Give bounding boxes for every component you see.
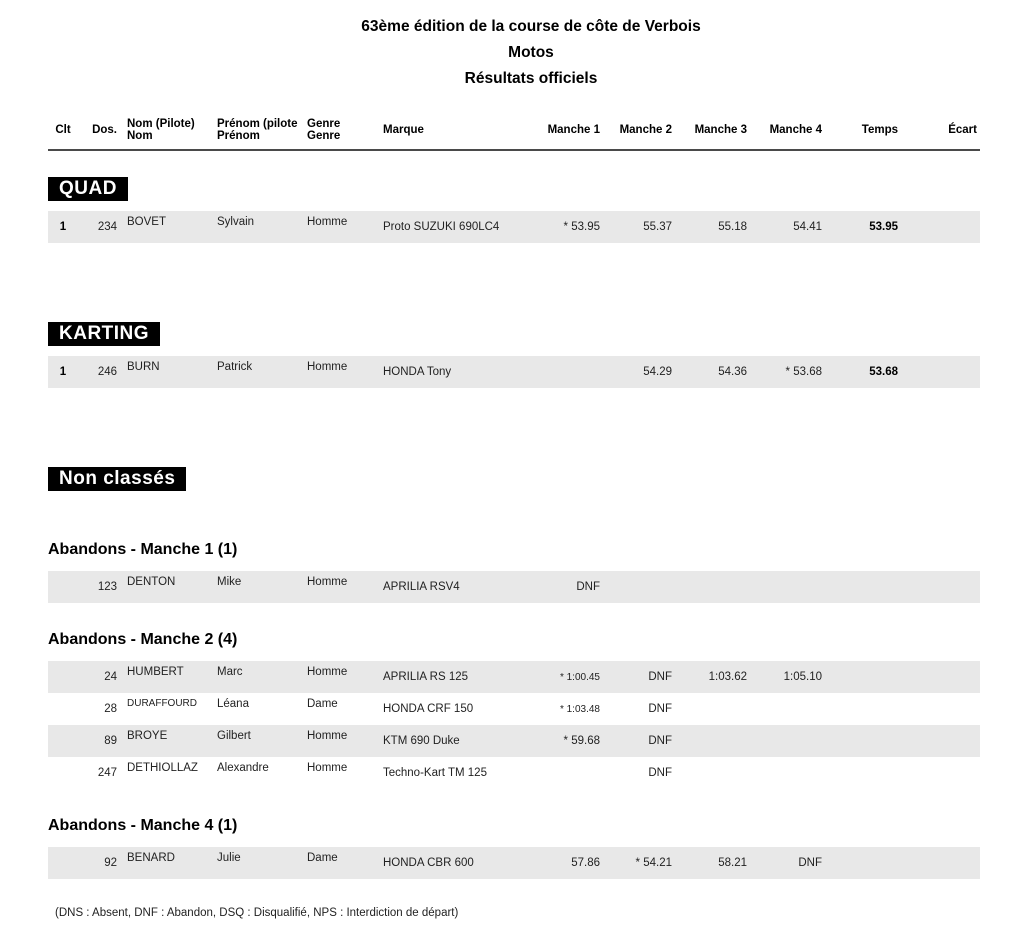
doc-title: 63ème édition de la course de côte de Verbois: [361, 18, 701, 35]
cell-nom: BURN: [127, 361, 160, 373]
table-row: [48, 847, 980, 879]
cell-prenom: Gilbert: [217, 730, 251, 742]
cell-m4: [747, 693, 822, 725]
section-heading: Abandons - Manche 1 (1): [48, 541, 238, 558]
cell-nom: HUMBERT: [127, 666, 184, 678]
document-header: [48, 14, 1014, 92]
header-dos: Dos.: [92, 124, 117, 136]
cell-genre: Dame: [307, 698, 338, 710]
cell-m3: 54.36: [718, 366, 747, 378]
cell-dos: 92: [104, 857, 117, 869]
cell-m4: [747, 571, 822, 603]
cell-m4: [747, 757, 822, 789]
cell-ecart: [898, 571, 977, 603]
cell-genre: Homme: [307, 666, 348, 678]
header-nom-line1: Nom (Pilote): [127, 118, 195, 130]
cell-marque: HONDA CBR 600: [383, 857, 474, 869]
cell-ecart: [898, 356, 977, 388]
category-section: [48, 467, 980, 501]
cell-temps: [822, 847, 898, 879]
cell-m4: [747, 725, 822, 757]
table-row: [48, 661, 980, 693]
cell-m1: * 53.95: [563, 221, 600, 233]
category-section: [48, 177, 980, 243]
cell-marque: HONDA CRF 150: [383, 703, 474, 715]
cell-nom: DETHIOLLAZ: [127, 762, 198, 774]
table-row: [48, 757, 980, 789]
results-sections: [48, 177, 980, 879]
cell-dos: 246: [97, 366, 117, 378]
cell-temps: 53.95: [869, 221, 898, 233]
cell-m3: [672, 693, 747, 725]
cell-clt: 1: [59, 366, 67, 378]
header-prenom-line2: Prénom: [217, 130, 260, 142]
cell-dos: 28: [104, 703, 117, 715]
cell-m1: [545, 356, 600, 388]
cell-nom: BROYE: [127, 730, 168, 742]
cell-genre: Dame: [307, 852, 338, 864]
cell-clt: [48, 757, 78, 789]
header-nom-line2: Nom: [127, 130, 153, 142]
cell-genre: Homme: [307, 361, 348, 373]
cell-ecart: [898, 211, 977, 243]
cell-m3: 55.18: [718, 221, 747, 233]
cell-m1: * 1:03.48: [559, 703, 600, 715]
cell-prenom: Mike: [217, 576, 242, 588]
header-genre-line2: Genre: [307, 130, 341, 142]
cell-m2: [600, 571, 672, 603]
doc-subtitle-results: Résultats officiels: [464, 70, 598, 87]
cell-dos: 234: [97, 221, 117, 233]
section-badge: Non classés: [48, 467, 186, 491]
cell-dos: 123: [97, 581, 117, 593]
cell-genre: Homme: [307, 762, 348, 774]
cell-dos: 89: [104, 735, 117, 747]
legend-footnote: (DNS : Absent, DNF : Abandon, DSQ : Disqualifié, NPS : Interdiction de départ): [55, 907, 459, 919]
table-row: [48, 356, 980, 388]
cell-m2: 54.29: [643, 366, 672, 378]
cell-m3: 1:03.62: [708, 671, 747, 683]
cell-temps: 53.68: [869, 366, 898, 378]
cell-nom: BENARD: [127, 852, 175, 864]
header-manche4: Manche 4: [769, 124, 822, 136]
cell-m3: 58.21: [718, 857, 747, 869]
cell-nom: DENTON: [127, 576, 176, 588]
cell-marque: APRILIA RS 125: [383, 671, 469, 683]
cell-m3: [672, 571, 747, 603]
cell-prenom: Alexandre: [217, 762, 269, 774]
cell-nom: DURAFFOURD: [127, 698, 197, 709]
cell-prenom: Julie: [217, 852, 241, 864]
cell-clt: [48, 847, 78, 879]
cell-m2: DNF: [648, 671, 672, 683]
abandons-subsection: [48, 817, 980, 879]
cell-temps: [822, 693, 898, 725]
cell-temps: [822, 757, 898, 789]
cell-m2: 55.37: [643, 221, 672, 233]
cell-temps: [822, 661, 898, 693]
header-manche3: Manche 3: [694, 124, 747, 136]
cell-clt: [48, 661, 78, 693]
section-badge: QUAD: [48, 177, 128, 201]
section-badge: KARTING: [48, 322, 160, 346]
cell-temps: [822, 571, 898, 603]
cell-genre: Homme: [307, 730, 348, 742]
cell-marque: Proto SUZUKI 690LC4: [383, 221, 500, 233]
cell-marque: KTM 690 Duke: [383, 735, 460, 747]
section-heading: Abandons - Manche 2 (4): [48, 631, 238, 648]
cell-m1: DNF: [576, 581, 600, 593]
header-genre-line1: Genre: [307, 118, 341, 130]
cell-m1: [545, 757, 600, 789]
header-manche1: Manche 1: [547, 124, 600, 136]
cell-m2: * 54.21: [635, 857, 672, 869]
cell-genre: Homme: [307, 216, 348, 228]
cell-ecart: [898, 847, 977, 879]
cell-prenom: Sylvain: [217, 216, 255, 228]
cell-m3: [672, 725, 747, 757]
header-prenom-line1: Prénom (pilote: [217, 118, 298, 130]
cell-nom: BOVET: [127, 216, 166, 228]
table-row: [48, 725, 980, 757]
cell-prenom: Léana: [217, 698, 249, 710]
cell-marque: HONDA Tony: [383, 366, 452, 378]
cell-ecart: [898, 725, 977, 757]
cell-m1: * 1:00.45: [559, 671, 600, 683]
cell-clt: 1: [59, 221, 67, 233]
cell-m1: 57.86: [571, 857, 600, 869]
cell-dos: 247: [97, 767, 117, 779]
cell-m1: * 59.68: [563, 735, 600, 747]
cell-m4: 54.41: [793, 221, 822, 233]
header-manche2: Manche 2: [619, 124, 672, 136]
cell-m2: DNF: [648, 735, 672, 747]
cell-clt: [48, 571, 78, 603]
header-marque: Marque: [383, 124, 424, 136]
cell-m4: 1:05.10: [783, 671, 822, 683]
cell-clt: [48, 725, 78, 757]
cell-marque: Techno-Kart TM 125: [383, 767, 487, 779]
cell-ecart: [898, 693, 977, 725]
header-temps: Temps: [861, 124, 898, 136]
cell-prenom: Patrick: [217, 361, 253, 373]
cell-temps: [822, 725, 898, 757]
table-header: [48, 118, 980, 151]
category-section: [48, 322, 980, 388]
cell-genre: Homme: [307, 576, 348, 588]
cell-m2: DNF: [648, 703, 672, 715]
cell-marque: APRILIA RSV4: [383, 581, 460, 593]
cell-dos: 24: [104, 671, 117, 683]
header-prenom: [210, 118, 300, 142]
cell-m3: [672, 757, 747, 789]
abandons-subsection: [48, 541, 980, 603]
table-row: [48, 693, 980, 725]
cell-prenom: Marc: [217, 666, 243, 678]
cell-ecart: [898, 757, 977, 789]
header-ecart: Écart: [948, 124, 977, 136]
header-clt: Clt: [55, 124, 71, 136]
cell-ecart: [898, 661, 977, 693]
table-row: [48, 211, 980, 243]
section-heading: Abandons - Manche 4 (1): [48, 817, 238, 834]
header-nom: [120, 118, 210, 142]
cell-clt: [48, 693, 78, 725]
doc-subtitle-category: Motos: [508, 44, 554, 61]
cell-m4: DNF: [798, 857, 822, 869]
table-row: [48, 571, 980, 603]
abandons-subsection: [48, 631, 980, 789]
header-genre: [300, 118, 370, 142]
cell-m4: * 53.68: [785, 366, 822, 378]
cell-m2: DNF: [648, 767, 672, 779]
